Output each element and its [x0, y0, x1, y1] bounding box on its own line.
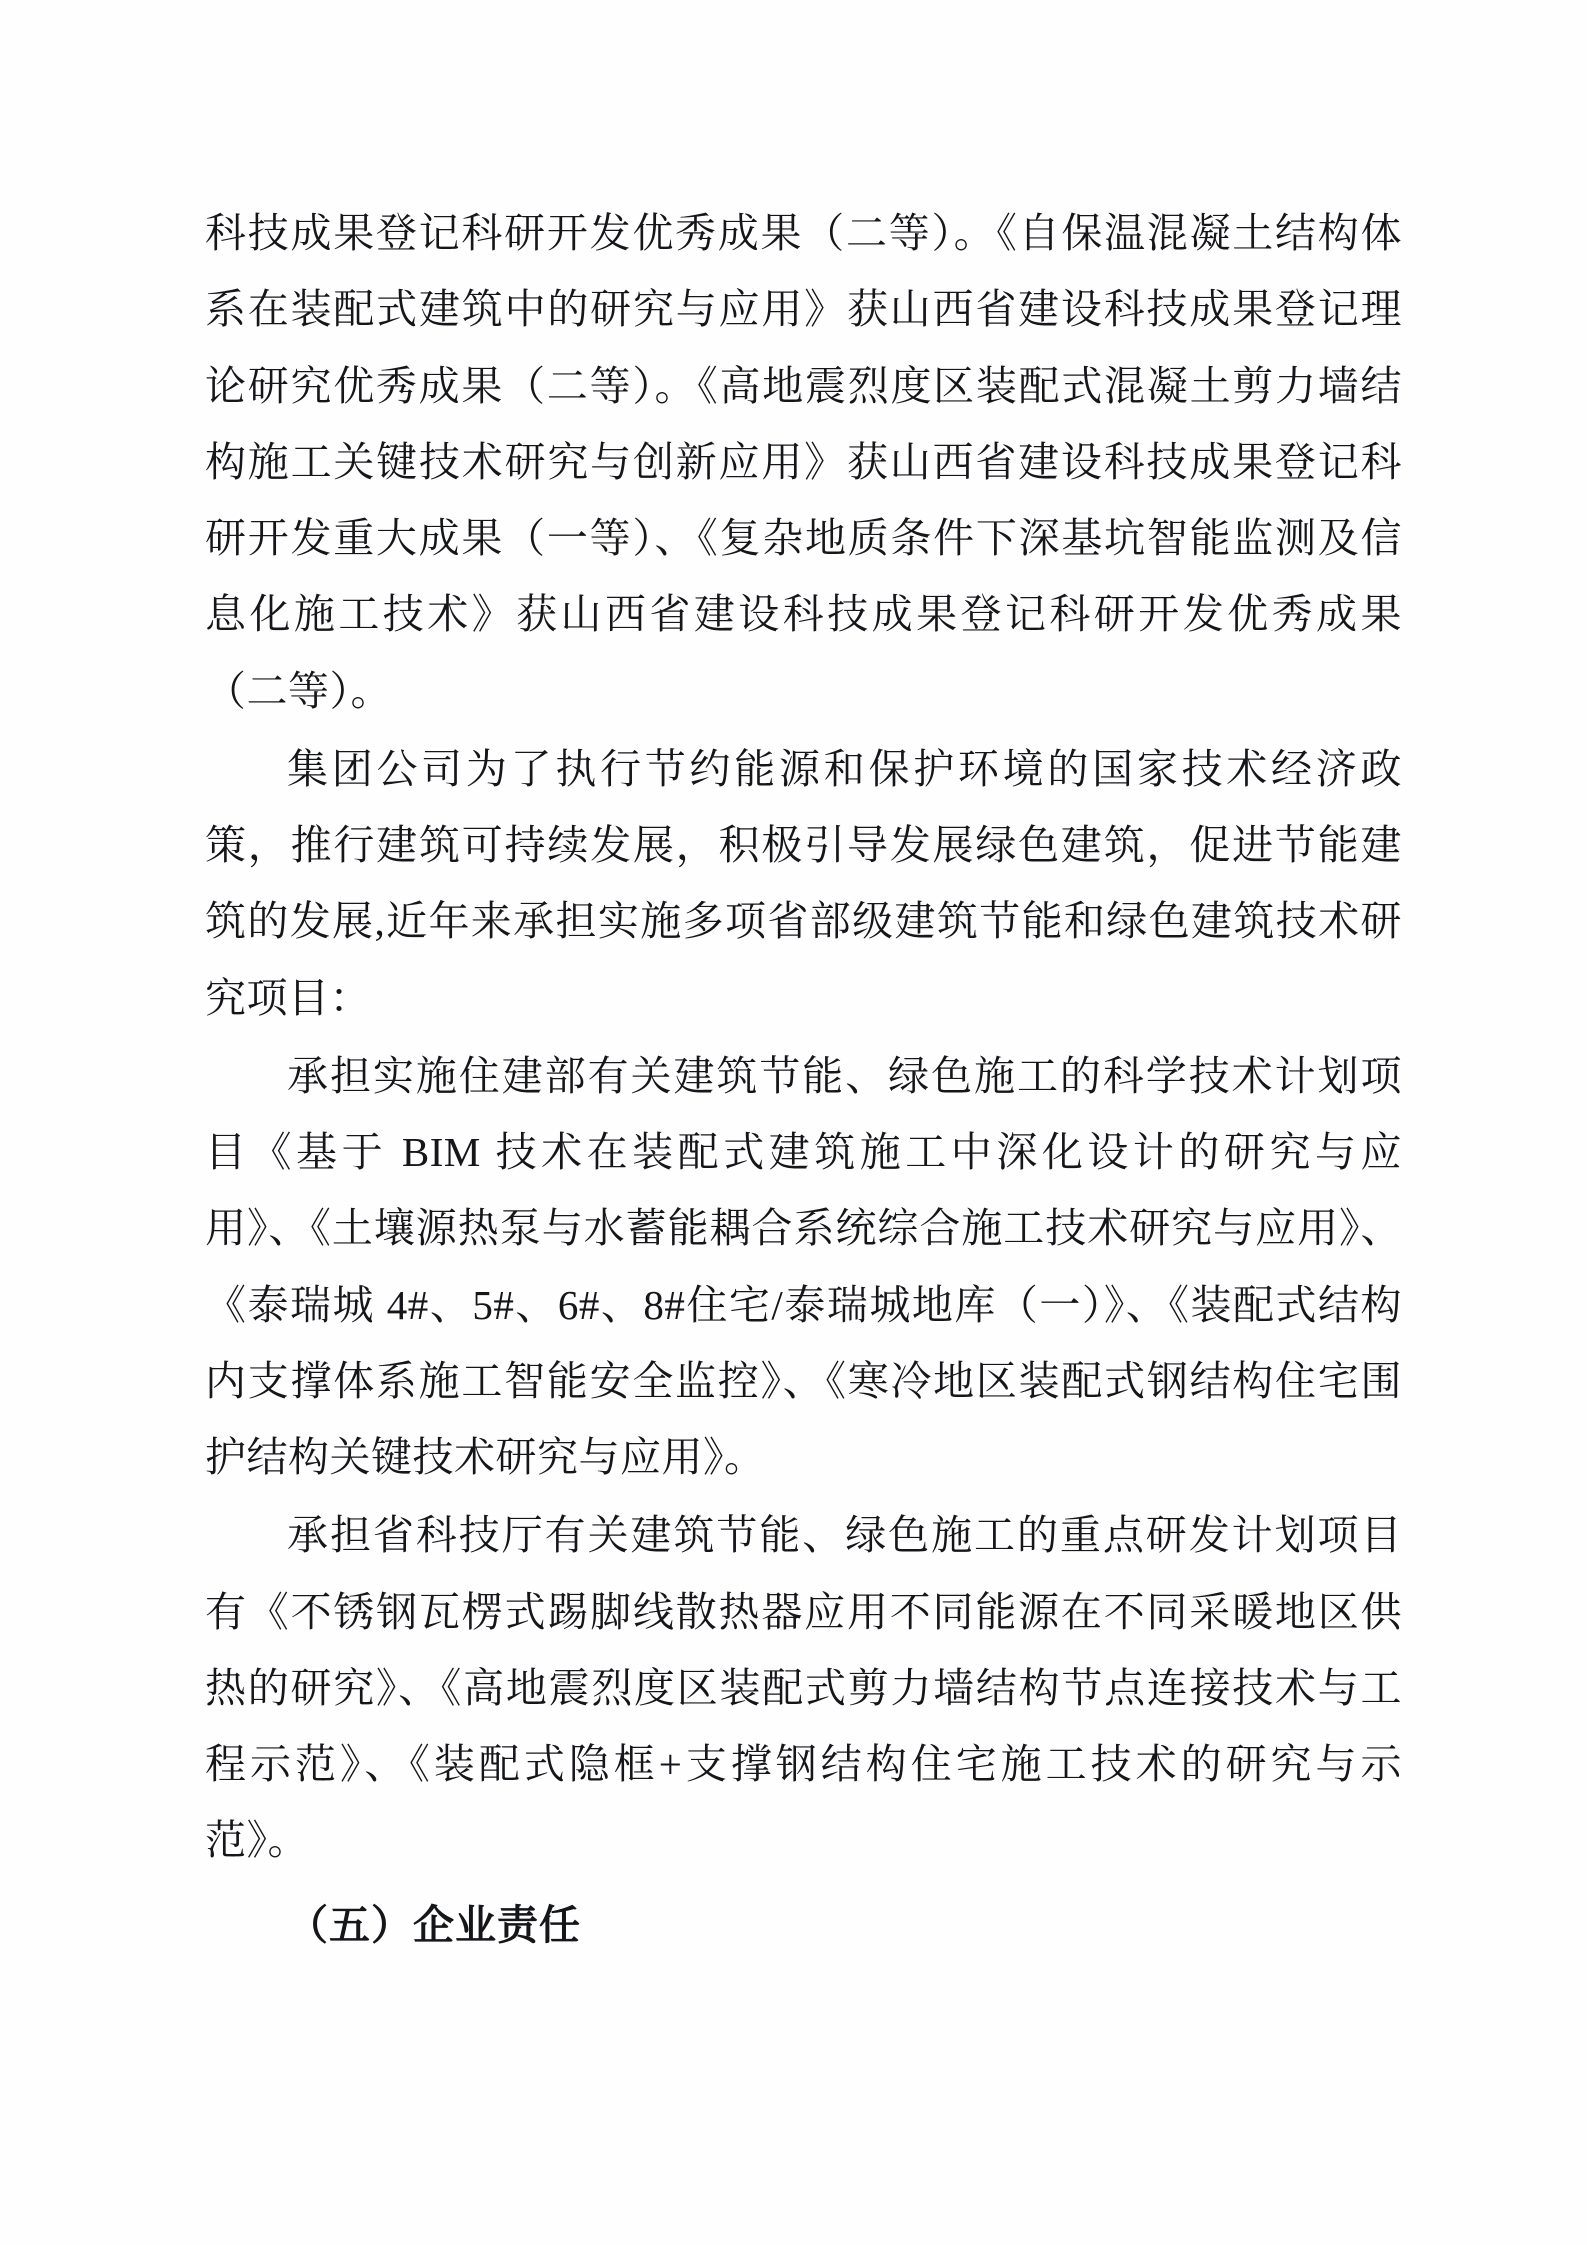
paragraph-3: 承担实施住建部有关建筑节能、绿色施工的科学技术计划项目《基于 BIM 技术在装配式建筑施工中深化设计的研究与应用》、《土壤源热泵与水蓄能耦合系统综合施工技术研究与应用》、《泰瑞城 4#、5#、6#、8#住宅/泰瑞城地库（一）》、《装配式结构内支撑体系施工智能安全监控》、《寒冷地区装配式钢结构住宅围护结构关键技术研究与应用》。 — [205, 1052, 1402, 1480]
paragraph-2: 集团公司为了执行节约能源和保护环境的国家技术经济政策，推行建筑可持续发展，积极引导发展绿色建筑，促进节能建筑的发展,近年来承担实施多项省部级建筑节能和绿色建筑技术研究项目： — [205, 745, 1402, 1021]
paragraph-4: 承担省科技厅有关建筑节能、绿色施工的重点研发计划项目有《不锈钢瓦楞式踢脚线散热器应用不同能源在不同采暖地区供热的研究》、《高地震烈度区装配式剪力墙结构节点连接技术与工程示范》、《装配式隐框+支撑钢结构住宅施工技术的研究与示范》。 — [205, 1512, 1402, 1864]
section-heading: （五）企业责任 — [287, 1901, 581, 1948]
document-body — [205, 195, 1402, 1963]
paragraph-1: 科技成果登记科研开发优秀成果（二等）。《自保温混凝土结构体系在装配式建筑中的研究与应用》获山西省建设科技成果登记理论研究优秀成果（二等）。《高地震烈度区装配式混凝土剪力墙结构施工关键技术研究与创新应用》获山西省建设科技成果登记科研开发重大成果（一等）、《复杂地质条件下深基坑智能监测及信息化施工技术》获山西省建设科技成果登记科研开发优秀成果（二等）。 — [205, 210, 1402, 714]
